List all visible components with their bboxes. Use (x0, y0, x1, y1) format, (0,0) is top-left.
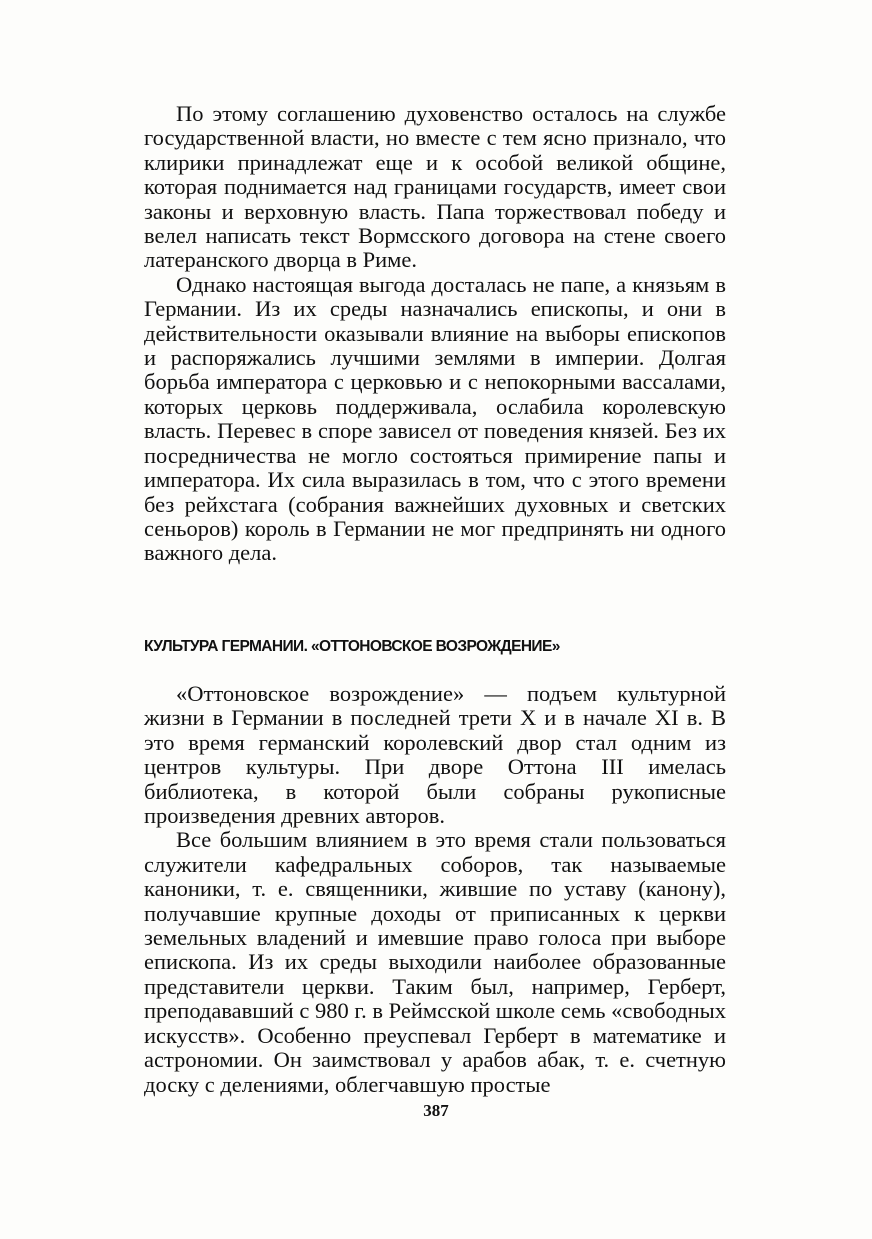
text-block-top (144, 102, 726, 566)
text-block-bottom (144, 682, 726, 1097)
paragraph-princes: Однако настоящая выгода досталась не папе, а князьям в Германии. Из их среды назначались епископы, и они в действительности оказывали влияние на выборы епископов и распоряжались лучшими землями в империи. Долгая борьба императора с церковью и с непокорными вассалами, которых церковь поддерживала, ослабила королевскую власть. Перевес в споре зависел от поведения князей. Без их посредничества не могло состояться примирение папы и императора. Их сила выразилась в том, что с этого времени без рейхстага (собрания важнейших духовных и светских сеньоров) король в Германии не мог предпринять ни одного важного дела. (144, 271, 726, 566)
paragraph-ottonian-renaissance: «Оттоновское возрождение» — подъем культурной жизни в Германии в последней трети X и в начале XI в. В это время германский королевский двор стал одним из центров культуры. При дворе Оттона III имелась библиотека, в которой были собраны рукописные произведения древних авторов. (144, 681, 726, 829)
section-heading: КУЛЬТУРА ГЕРМАНИИ. «ОТТОНОВСКОЕ ВОЗРОЖДЕНИЕ» (144, 638, 560, 655)
paragraph-canons: Все большим влиянием в это время стали пользоваться служители кафедральных соборов, так называемые каноники, т. е. священники, жившие по уставу (канону), получавшие крупные доходы от приписанных к церкви земельных владений и имевшие право голоса при выборе епископа. Из их среды выходили наиболее образованные представители церкви. Таким был, например, Герберт, преподававший с 980 г. в Реймсской школе семь «свободных искусств». Особенно преуспевал Герберт в математике и астрономии. Он заимствовал у арабов абак, т. е. счетную доску с делениями, облегчавшую простые (144, 827, 726, 1097)
page-number: 387 (423, 1101, 449, 1120)
paragraph-concordat: По этому соглашению духовенство осталось на службе государственной власти, но вместе с тем ясно признало, что клирики принадлежат еще и к особой великой общине, которая поднимается над границами государств, имеет свои законы и верховную власть. Папа торжествовал победу и велел написать текст Вормсского договора на стене своего латеранского дворца в Риме. (144, 101, 726, 273)
